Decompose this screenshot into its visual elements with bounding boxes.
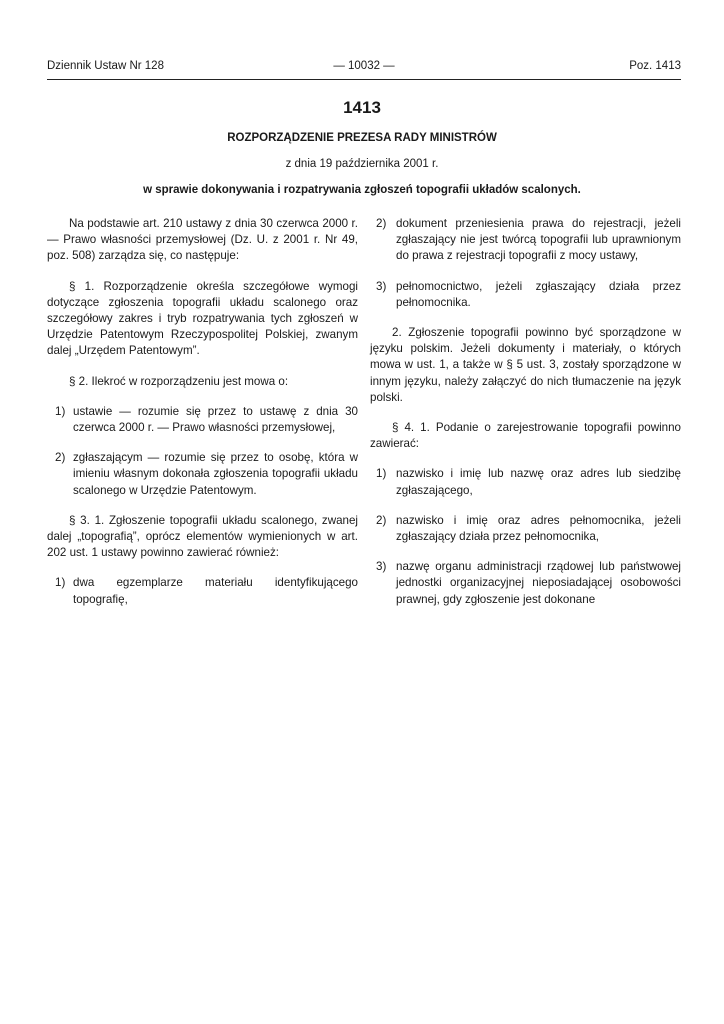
list-item [47,404,358,436]
list-item-number: 2) [376,513,387,527]
list-item-number: 3) [376,560,387,574]
act-date: z dnia 19 października 2001 r. [285,158,439,170]
list-item-number: 3) [376,279,387,293]
list-item-text: nazwisko i imię oraz adres pełnomocnika, jeżeli zgłaszający działa przez pełnomocnika, [396,513,681,544]
list-item [370,559,681,608]
act-subject: w sprawie dokonywania i rozpatrywania zgłoszeń topografii układów scalonych. [143,184,581,196]
list-item-text: nazwisko i imię lub nazwę oraz adres lub siedzibę zgłaszającego, [396,467,681,497]
list-item-number: 1) [55,576,66,590]
paragraph-4: § 4. 1. Podanie o zarejestrowanie topografii powinno zawierać: [370,421,681,451]
list-item [370,216,681,265]
list-item-text: nazwę organu administracji rządowej lub państwowej jednostki organizacyjnej nieposiadającej osobowości prawnej, gdy zgłoszenie jest dokonane [396,560,681,606]
paragraph-1: § 1. Rozporządzenie określa szczegółowe wymogi dotyczące zgłoszenia topografii układu scalonego oraz szczegółowy zakres i tryb rozpatrywania tych zgłoszeń w Urzędzie Patentowym Rzeczypospolitej Polskiej, zwanym dalej „Urzędem Patentowym”. [47,279,358,358]
left-column [47,216,358,622]
list-item-number: 2) [376,217,387,230]
intro-paragraph: Na podstawie art. 210 ustawy z dnia 30 czerwca 2000 r. — Prawo własności przemysłowej (Dz. U. z 2001 r. Nr 49, poz. 508) zarządza się, co następuje: [47,217,358,263]
list-item [370,466,681,498]
journal-title: Dziennik Ustaw Nr 128 [47,60,164,72]
list-item-number: 1) [55,404,66,418]
page-header [47,59,681,80]
act-number: 1413 [343,98,381,117]
list-item-number: 2) [55,451,66,465]
paragraph-3-2: 2. Zgłoszenie topografii powinno być sporządzone w języku polskim. Jeżeli dokumenty i materiały, o których mowa w ust. 1, a także w § 5 ust. 3, zostały sporządzone w innym języku, należy załączyć do nich tłumaczenie na język polski. [370,326,681,404]
paragraph-3: § 3. 1. Zgłoszenie topografii układu scalonego, zwanej dalej „topografią”, oprócz elementów wymienionych w art. 202 ust. 1 ustawy powinno zawierać również: [47,513,358,560]
right-column [370,216,681,622]
position-number: Poz. 1413 [629,60,681,72]
list-item [47,575,358,607]
list-item [47,450,358,499]
list-item-text: ustawie — rozumie się przez to ustawę z dnia 30 czerwca 2000 r. — Prawo własności przemysłowej, [73,404,358,435]
list-item-text: zgłaszającym — rozumie się przez to osobę, która w imieniu własnym dokonała zgłoszenia topografii układu scalonego w Urzędzie Patentowym. [73,451,358,497]
list-item-text: pełnomocnictwo, jeżeli zgłaszający działa przez pełnomocnika. [396,279,681,309]
list-item-text: dwa egzemplarze materiału identyfikującego topografię, [73,576,358,606]
act-type-heading: ROZPORZĄDZENIE PREZESA RADY MINISTRÓW [227,132,497,144]
paragraph-2: § 2. Ilekroć w rozporządzeniu jest mowa o: [69,374,289,388]
page-number: — 10032 — [333,60,395,72]
list-item [370,279,681,311]
list-item [370,513,681,545]
list-item-number: 1) [376,467,387,481]
list-item-text: dokument przeniesienia prawa do rejestracji, jeżeli zgłaszający nie jest twórcą topografii lub uprawnionym do prawa z rejestracji topografii z mocy ustawy, [396,217,681,263]
